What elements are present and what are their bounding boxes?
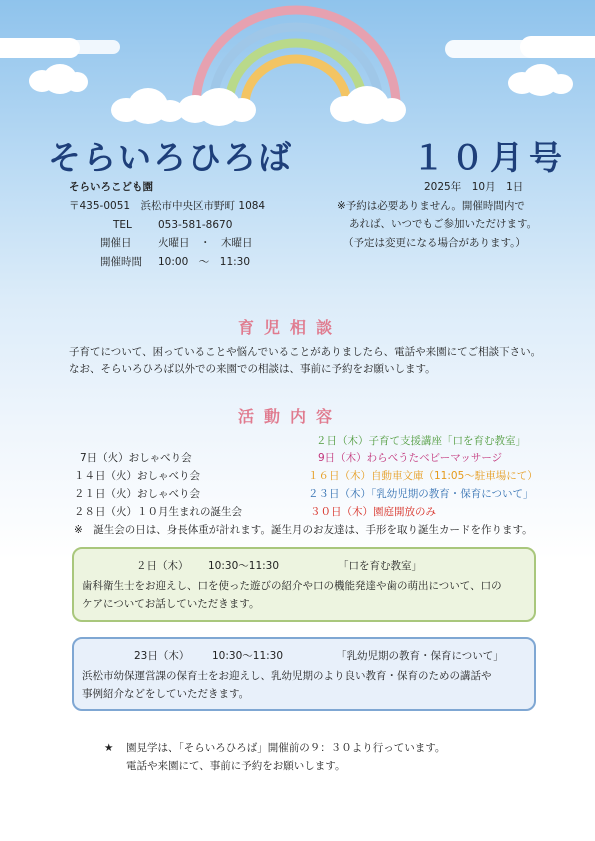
- days-value: 火曜日 ・ 木曜日: [158, 237, 253, 249]
- event-2-time: 10:30～11:30: [212, 650, 284, 662]
- event-2-desc-1: 浜松市幼保運営課の保育士をお迎えし、乳幼児期のより良い教育・保育のための講話や: [82, 670, 492, 682]
- visit-note-2: 電話や来園にて、事前に予約をお願いします。: [126, 760, 346, 772]
- consult-line-2: なお、そらいろひろば以外での来園での相談は、事前に予約をお願いします。: [69, 363, 436, 375]
- event-2-desc-2: 事例紹介などをしていただきます。: [82, 688, 250, 700]
- days-label: 開催日: [100, 237, 132, 249]
- activities-heading: 活動内容: [238, 407, 343, 426]
- event-1-date: ２日（木）: [136, 560, 189, 572]
- activity-right-1: ２日（木）子育て支援講座「口を育む教室」: [316, 435, 526, 447]
- activity-right-3: １６日（木）自動車文庫（11:05～駐車場にて）: [308, 470, 538, 482]
- event-2-date: 23日（木）: [134, 650, 190, 662]
- visit-note-1: 園見学は、「そらいろひろば」開催前の９：３０より行っています。: [126, 742, 446, 754]
- event-box-education-talk: [72, 637, 536, 711]
- activity-right-4: ２３日（木）「乳幼児期の教育・保育について」: [308, 488, 534, 500]
- activity-right-2: 9日（木）わらべうたベビーマッサージ: [318, 452, 503, 464]
- activity-right-5: ３０日（木）園庭開放のみ: [310, 506, 436, 518]
- issue-number: １０月号: [412, 138, 568, 177]
- org-name: そらいろこども園: [69, 181, 153, 193]
- note-line-1: ※予約は必要ありません。開催時間内で: [337, 200, 525, 212]
- event-2-title: 「乳幼児期の教育・保育について」: [336, 650, 504, 662]
- tel-label: TEL: [113, 219, 132, 231]
- star-icon: ★: [104, 742, 114, 754]
- note-line-3: （予定は変更になる場合があります。）: [343, 237, 526, 249]
- event-1-desc-1: 歯科衛生士をお迎えし、口を使った遊びの紹介や口の機能発達や歯の萌出について、口の: [82, 580, 502, 592]
- newsletter-title: そらいろひろば: [48, 138, 293, 177]
- hours-label: 開催時間: [100, 256, 142, 268]
- note-line-2: あれば、いつでもご参加いただけます。: [349, 218, 538, 230]
- birthday-note: ※ 誕生会の日は、身長体重が計れます。誕生月のお友達は、手形を取り誕生カードを作ります。: [74, 524, 533, 536]
- tel-number: 053-581-8670: [158, 219, 233, 231]
- event-box-oral-class: [72, 547, 536, 622]
- consult-heading: 育児相談: [238, 318, 343, 337]
- event-1-desc-2: ケアについてお話していただきます。: [82, 598, 260, 610]
- activity-left-4: ２８日（火）１０月生まれの誕生会: [74, 506, 242, 518]
- activity-left-3: ２１日（火）おしゃべり会: [74, 488, 200, 500]
- activity-left-1: 7日（火）おしゃべり会: [80, 452, 192, 464]
- issue-date: 2025年 10月 1日: [424, 181, 524, 193]
- rainbow-illustration: [0, 0, 595, 130]
- consult-line-1: 子育てについて、困っていることや悩んでいることがありましたら、電話や来園にてご相談下さい。: [69, 346, 542, 358]
- event-1-title: 「口を育む教室」: [338, 560, 422, 572]
- event-1-time: 10:30～11:30: [208, 560, 280, 572]
- org-address: 〒435-0051 浜松市中央区市野町 1084: [69, 200, 266, 212]
- activity-left-2: １４日（火）おしゃべり会: [74, 470, 200, 482]
- hours-value: 10:00 ～ 11:30: [158, 256, 251, 268]
